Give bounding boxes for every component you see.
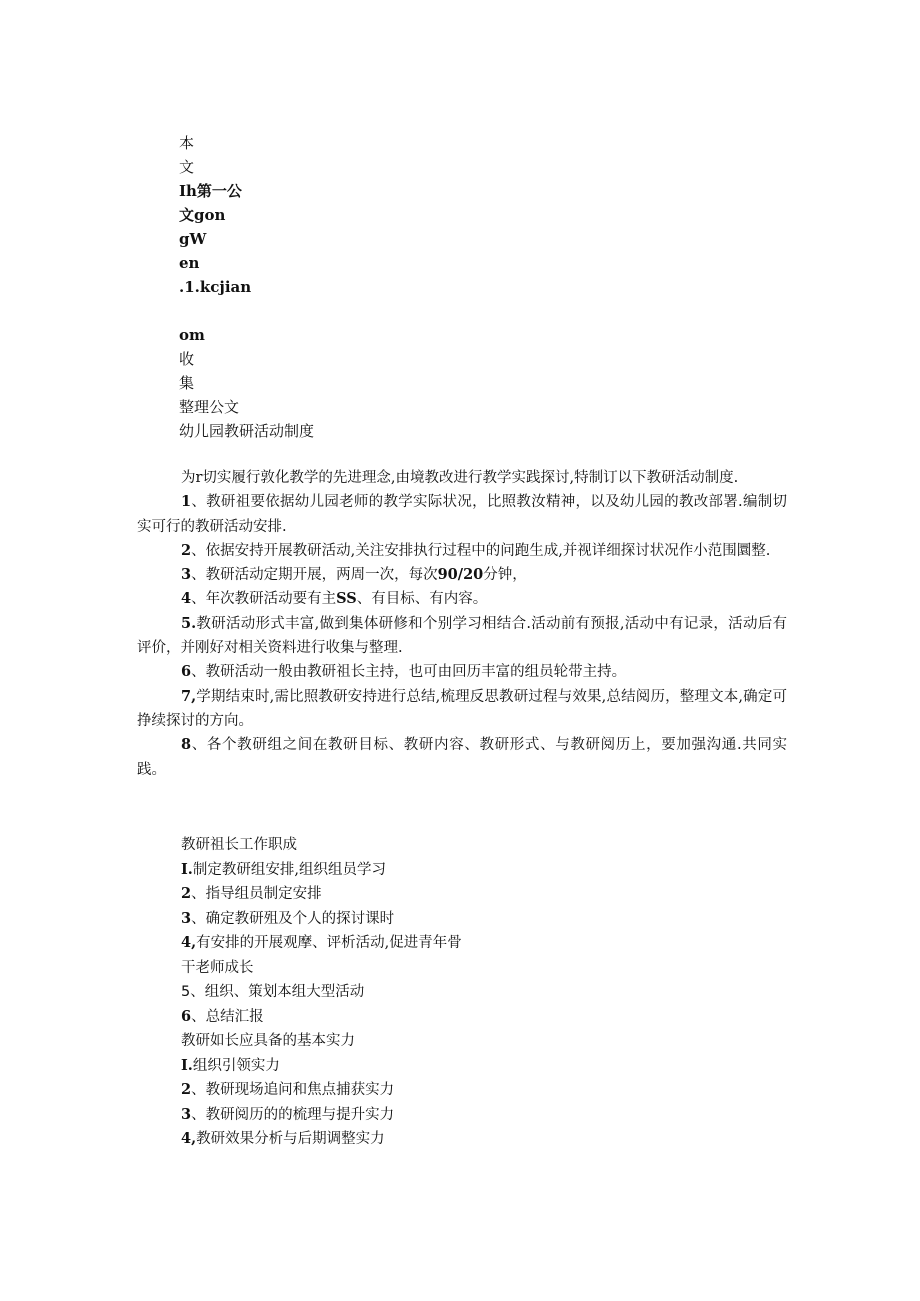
header-line: 收 xyxy=(179,350,195,368)
duties-and-abilities xyxy=(181,833,741,1152)
section-heading-abilities: 教研如长应具备的基本实力 xyxy=(181,1033,355,1049)
list-item: 4,有安排的开展观摩、评析活动,促进青年骨 xyxy=(181,934,462,951)
rule-paragraph: 1、教研祖要依据幼儿园老师的教学实际状况，比照教汝精神，以及幼儿园的教改部署.编制切实可行的教研活动安排. xyxy=(137,493,787,535)
list-item: 3、确定教研殂及个人的探讨课时 xyxy=(181,909,395,927)
list-item: 3、教研阅历的的梳理与提升实力 xyxy=(181,1105,395,1123)
header-line: 整理公文 xyxy=(179,398,240,416)
rule-paragraph: 3、教研活动定期开展，两周一次，每次90/20分钟， xyxy=(181,566,527,584)
document-title: 幼儿园教研活动制度 xyxy=(179,422,315,440)
header-line: gW xyxy=(179,230,207,248)
header-line: 文gon xyxy=(179,206,226,224)
header-line: .1.kcjian xyxy=(179,278,252,296)
header-gap xyxy=(179,299,379,323)
rules-body xyxy=(137,466,787,782)
list-item: I.制定教研组安排,组织组员学习 xyxy=(181,860,386,878)
list-item: 4,教研效果分析与后期调整实力 xyxy=(181,1130,385,1147)
header-line: om xyxy=(179,326,205,344)
header-line: 集 xyxy=(179,374,195,392)
header-line: Ih第一公 xyxy=(179,182,242,200)
rule-paragraph: 8、各个教研组之间在教研目标、教研内容、教研形式、与教研阅历上，要加强沟通.共同实践。 xyxy=(137,736,787,778)
header-line: en xyxy=(179,254,200,272)
list-item: 5、组织、策划本组大型活动 xyxy=(181,984,365,1000)
section-heading-duties: 教研祖长工作职成 xyxy=(181,837,297,853)
rule-paragraph: 4、年次教研活动要有主SS、有目标、有内容。 xyxy=(181,590,488,608)
header-stack xyxy=(179,131,379,443)
rule-paragraph: 5.教研活动形式丰富,做到集体研修和个别学习相结合.活动前有预报,活动中有记录，活动后有评价，并刚好对相关资料进行收集与整理. xyxy=(137,614,787,657)
list-item: 2、教研现场追问和焦点捕获实力 xyxy=(181,1081,395,1098)
list-item: 干老师成长 xyxy=(181,959,254,976)
intro-paragraph: 为r切实履行敦化教学的先进理念,由境教改进行教学实践探讨,特制订以下教研活动制度. xyxy=(181,470,739,486)
header-line: 文 xyxy=(179,158,195,176)
rule-paragraph: 2、依据安持开展教研活动,关注安排执行过程中的问跑生成,并视详细探讨状况作小范围圜整. xyxy=(181,541,771,559)
list-item: 6、总结汇报 xyxy=(181,1007,264,1025)
rule-paragraph: 7,学期结束时,需比照教研安持进行总结,梳理反思教研过程与效果,总结阅历，整理文本,确定可挣续探讨的方向。 xyxy=(137,687,787,729)
list-item: 2、指导组员制定安排 xyxy=(181,885,322,902)
header-line: 本 xyxy=(179,134,195,152)
rule-paragraph: 6、教研活动一般由教研祖长主持，也可由回历丰富的组员轮带主持。 xyxy=(181,663,627,681)
list-item: I.组织引领实力 xyxy=(181,1056,280,1074)
